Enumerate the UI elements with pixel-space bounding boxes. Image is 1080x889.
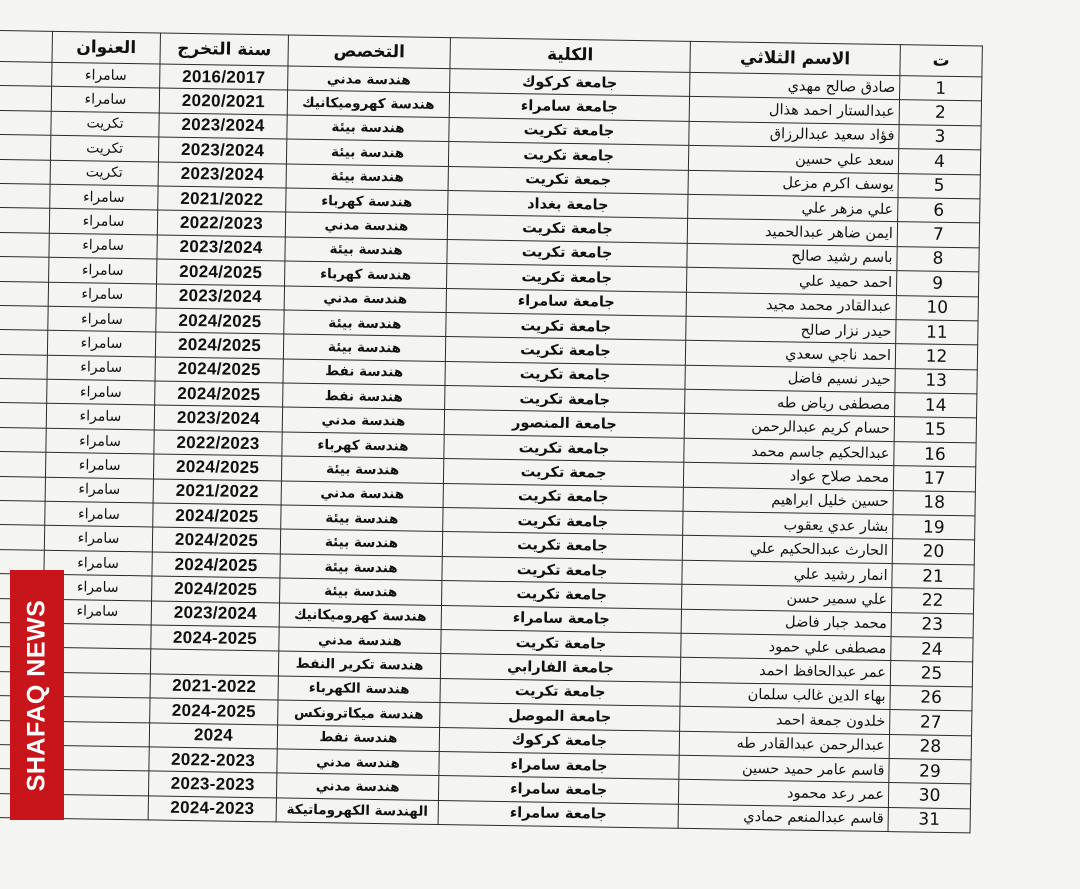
college-name-cell: جامعة تكريت [443,483,683,511]
table-edge-cell [0,378,47,403]
person-name-cell: مصطفى علي حمود [681,633,891,661]
row-number-cell: 3 [899,124,981,150]
table-edge-cell [0,281,49,306]
header-year: سنة التخرج [160,33,288,66]
graduation-year-cell: 2020/2021 [159,88,287,114]
major-name-cell: هندسة كهروميكانيك [279,603,441,630]
graduation-year-cell: 2023/2024 [158,137,286,163]
college-name-cell: جامعة تكريت [442,581,682,609]
graduation-year-cell: 2024/2025 [152,552,280,578]
college-name-cell: جامعة تكريت [448,142,688,170]
graduation-year-cell: 2024/2025 [155,357,283,383]
graduation-year-cell: 2022-2023 [149,747,277,773]
row-number-cell: 12 [895,344,977,370]
graduation-year-cell: 2022/2023 [154,430,282,456]
college-name-cell: جامعة تكريت [444,434,684,462]
major-name-cell: هندسة ميكاترونكس [278,700,440,727]
address-cell: سامراء [43,599,151,625]
graduation-year-cell: 2023/2024 [158,162,286,188]
person-name-cell: محمد جبار فاضل [681,609,891,637]
major-name-cell: هندسة مدني [282,407,444,434]
table-edge-cell [0,525,45,550]
table-edge-cell [0,61,52,86]
address-cell: تكريت [50,135,158,161]
table-edge-cell [0,305,48,330]
college-name-cell: جامعة تكريت [447,264,687,292]
graduation-year-cell: 2024/2025 [152,576,280,602]
graduation-year-cell: 2024 [149,722,277,748]
college-name-cell: جامعة تكريت [445,361,685,389]
row-number-cell: 19 [893,515,975,541]
row-number-cell: 13 [895,368,977,394]
college-name-cell: جامعة المنصور [444,410,684,438]
graduation-year-cell: 2021/2022 [158,186,286,212]
graduation-year-cell: 2024/2025 [155,332,283,358]
row-number-cell: 7 [897,222,979,248]
graduation-year-cell: 2023/2024 [151,601,279,627]
watermark-text: SHAFAQ NEWS [22,599,51,791]
major-name-cell: هندسة مدني [281,481,443,508]
address-cell: سامراء [48,282,156,308]
graduation-year-cell: 2023/2024 [159,113,287,139]
address-cell: سامراء [46,404,154,430]
major-name-cell: هندسة نفط [277,724,439,751]
row-number-cell: 16 [894,441,976,467]
person-name-cell: احمد حميد علي [686,267,896,295]
row-number-cell: 28 [889,734,971,760]
person-name-cell: عمر رعد محمود [678,780,888,808]
row-number-cell: 18 [893,490,975,516]
graduation-year-cell: 2021-2022 [150,674,278,700]
header-college: الكلية [450,38,690,73]
major-name-cell: هندسة بيئة [280,554,442,581]
person-name-cell: قاسم عبدالمنعم حمادي [678,804,888,832]
major-name-cell: هندسة نفط [283,359,445,386]
major-name-cell: هندسة مدني [277,749,439,776]
person-name-cell: انمار رشيد علي [682,560,892,588]
row-number-cell: 17 [893,466,975,492]
college-name-cell: جامعة كركوك [450,69,690,97]
row-number-cell: 22 [891,588,973,614]
address-cell: تكريت [50,160,158,186]
address-cell: سامراء [44,550,152,576]
table-edge-cell [0,135,51,160]
table-edge-cell [0,476,45,501]
college-name-cell: جامعة سامراء [438,800,678,828]
person-name-cell: عبدالحكيم جاسم محمد [684,438,894,466]
table-edge-cell [0,256,49,281]
person-name-cell: باسم رشيد صالح [687,243,897,271]
major-name-cell: هندسة مدني [288,66,450,93]
college-name-cell: جامعة تكريت [443,508,683,536]
major-name-cell: هندسة بيئة [280,529,442,556]
college-name-cell: جامعة الموصل [440,703,680,731]
row-number-cell: 27 [890,710,972,736]
major-name-cell: هندسة بيئة [285,237,447,264]
college-name-cell: جامعة كركوك [439,727,679,755]
person-name-cell: ايمن ضاهر عبدالحميد [687,219,897,247]
address-cell: سامراء [47,379,155,405]
major-name-cell: هندسة بيئة [287,115,449,142]
person-name-cell: بشار عدي يعقوب [683,511,893,539]
graduates-table [0,30,983,834]
row-number-cell: 14 [895,393,977,419]
major-name-cell: هندسة مدني [276,773,438,800]
row-number-cell: 20 [892,539,974,565]
table-edge-cell [0,208,50,233]
graduation-year-cell: 2023-2023 [148,771,276,797]
graduation-year-cell: 2022/2023 [157,210,285,236]
graduation-year-cell: 2024/2025 [152,527,280,553]
table-body [0,61,982,833]
college-name-cell: جامعة سامراء [441,605,681,633]
graduation-year-cell: 2024/2025 [153,454,281,480]
major-name-cell: هندسة بيئة [283,334,445,361]
person-name-cell: عبدالستار احمد هذال [689,97,899,125]
row-number-cell: 21 [892,563,974,589]
major-name-cell: هندسة بيئة [281,505,443,532]
major-name-cell: هندسة بيئة [284,310,446,337]
major-name-cell: هندسة مدني [279,627,441,654]
header-name: الاسم الثلاثي [690,41,900,75]
table-edge-cell [0,330,48,355]
header-address: العنوان [52,31,160,64]
graduation-year-cell: 2024/2025 [153,503,281,529]
person-name-cell: عبدالقادر محمد مجيد [686,292,896,320]
college-name-cell: جامعة تكريت [445,386,685,414]
major-name-cell: هندسة بيئة [286,139,448,166]
row-number-cell: 24 [891,637,973,663]
major-name-cell: الهندسة الكهروماتيكة [276,798,438,825]
college-name-cell: جامعة سامراء [449,93,689,121]
graduation-year-cell: 2024/2025 [156,308,284,334]
person-name-cell: مصطفى رياض طه [685,389,895,417]
table-edge-cell [0,232,49,257]
row-number-cell: 31 [888,807,970,833]
table-edge-cell [0,183,50,208]
person-name-cell: خلدون جمعة احمد [680,706,890,734]
row-number-cell: 5 [898,173,980,199]
graduation-year-cell: 2024-2025 [150,698,278,724]
row-number-cell: 9 [896,271,978,297]
address-cell: سامراء [46,428,154,454]
address-cell: سامراء [45,501,153,527]
table-edge-cell [0,86,52,111]
row-number-cell: 26 [890,685,972,711]
person-name-cell: علي سمير حسن [681,584,891,612]
person-name-cell: حسام كريم عبدالرحمن [684,414,894,442]
row-number-cell: 2 [899,100,981,126]
address-cell: سامراء [51,87,159,113]
address-cell: سامراء [44,574,152,600]
person-name-cell: قاسم عامر حميد حسين [679,755,889,783]
college-name-cell: جامعة تكريت [442,556,682,584]
college-name-cell: جامعة تكريت [442,532,682,560]
address-cell: سامراء [45,477,153,503]
person-name-cell: صادق صالح مهدي [690,72,900,100]
row-number-cell: 30 [888,783,970,809]
row-number-cell: 10 [896,295,978,321]
row-number-cell: 29 [889,758,971,784]
address-cell: سامراء [44,526,152,552]
row-number-cell: 23 [891,612,973,638]
address-cell: سامراء [45,453,153,479]
graduation-year-cell: 2016/2017 [160,64,288,90]
table-edge-cell [0,500,45,525]
college-name-cell: جامعة تكريت [441,629,681,657]
table-edge-cell [0,427,46,452]
major-name-cell: هندسة مدني [285,212,447,239]
major-name-cell: هندسة بيئة [280,578,442,605]
header-num: ت [900,45,982,77]
person-name-cell: يوسف اكرم مزعل [688,170,898,198]
college-name-cell: جامعة تكريت [440,678,680,706]
college-name-cell: جامعة سامراء [446,288,686,316]
table-edge-cell [0,110,51,135]
person-name-cell: احمد ناجي سعدي [685,341,895,369]
person-name-cell: حيدر نسيم فاضل [685,365,895,393]
major-name-cell: هندسة كهروميكانيك [287,90,449,117]
college-name-cell: جامعة تكريت [445,337,685,365]
address-cell: سامراء [47,355,155,381]
college-name-cell: جامعة بغداد [448,191,688,219]
row-number-cell: 11 [896,320,978,346]
college-name-cell: جامعة تكريت [447,239,687,267]
major-name-cell: هندسة بيئة [286,164,448,191]
table-edge-cell [0,30,52,62]
address-cell: تكريت [51,111,159,137]
person-name-cell: سعد علي حسين [688,146,898,174]
major-name-cell: هندسة تكرير النفط [278,651,440,678]
address-cell: سامراء [49,257,157,283]
person-name-cell: علي مزهر علي [688,194,898,222]
college-name-cell: جامعة تكريت [446,312,686,340]
person-name-cell: فؤاد سعيد عبدالرزاق [689,121,899,149]
major-name-cell: هندسة بيئة [281,456,443,483]
graduation-year-cell [150,649,278,675]
scanned-document [0,30,1000,834]
college-name-cell: جامعة سامراء [439,751,679,779]
row-number-cell: 6 [898,198,980,224]
graduation-year-cell: 2024-2023 [148,796,276,822]
row-number-cell: 25 [890,661,972,687]
table-edge-cell [0,452,46,477]
college-name-cell: جامعة تكريت [447,215,687,243]
shafaq-news-watermark [10,570,64,820]
graduation-year-cell: 2024/2025 [157,259,285,285]
person-name-cell: بهاء الدين غالب سلمان [680,682,890,710]
table-edge-cell [0,403,47,428]
graduation-year-cell: 2023/2024 [156,284,284,310]
address-cell: سامراء [49,233,157,259]
major-name-cell: هندسة مدني [284,286,446,313]
major-name-cell: هندسة كهرباء [285,261,447,288]
address-cell: سامراء [49,209,157,235]
college-name-cell: جامعة سامراء [438,776,678,804]
college-name-cell: جامعة تكريت [449,117,689,145]
college-name-cell: جمعة تكريت [448,166,688,194]
table-edge-cell [0,159,50,184]
graduation-year-cell: 2024/2025 [155,381,283,407]
row-number-cell: 4 [898,149,980,175]
graduation-year-cell: 2023/2024 [157,235,285,261]
person-name-cell: محمد صلاح عواد [683,463,893,491]
graduation-year-cell: 2024-2025 [151,625,279,651]
graduation-year-cell: 2023/2024 [154,405,282,431]
row-number-cell: 8 [897,246,979,272]
person-name-cell: عبدالرحمن عبدالقادر طه [679,731,889,759]
address-cell: سامراء [47,331,155,357]
major-name-cell: هندسة نفط [283,383,445,410]
address-cell: سامراء [52,62,160,88]
major-name-cell: هندسة كهرباء [282,432,444,459]
row-number-cell: 15 [894,417,976,443]
major-name-cell: هندسة الكهرباء [278,676,440,703]
person-name-cell: حسين خليل ابراهيم [683,487,893,515]
person-name-cell: حيدر نزار صالح [686,316,896,344]
address-cell: سامراء [48,306,156,332]
college-name-cell: جامعة الفارابي [440,654,680,682]
person-name-cell: الحارث عبدالحكيم علي [682,536,892,564]
row-number-cell: 1 [900,76,982,102]
graduation-year-cell: 2021/2022 [153,479,281,505]
person-name-cell: عمر عبدالحافظ احمد [680,658,890,686]
address-cell: سامراء [50,184,158,210]
major-name-cell: هندسة كهرباء [286,188,448,215]
header-major: التخصص [288,35,450,69]
college-name-cell: جمعة تكريت [443,459,683,487]
table-edge-cell [0,354,47,379]
